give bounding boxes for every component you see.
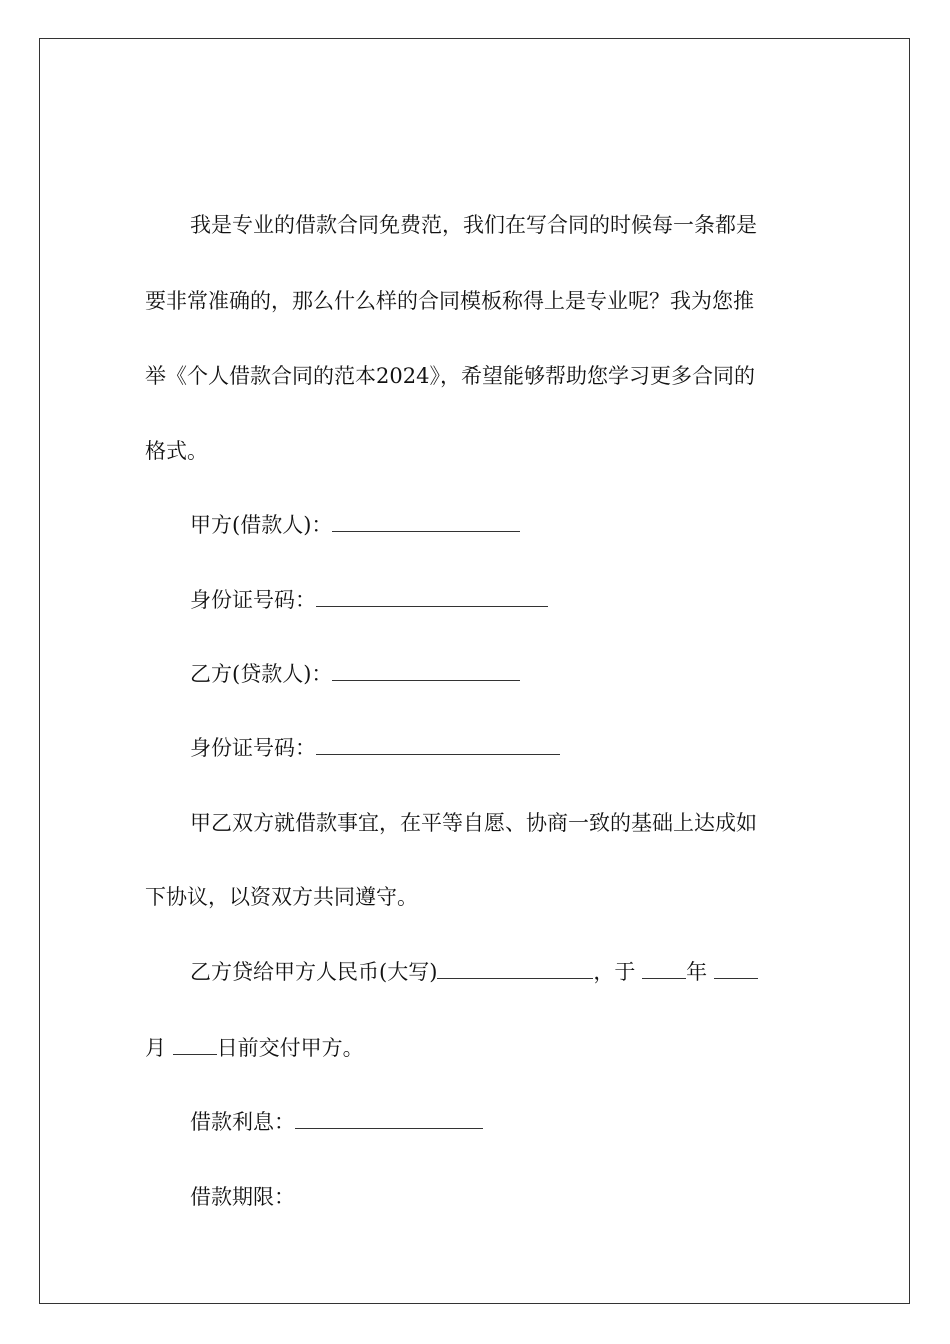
party-a-id-field [190,585,548,615]
party-a-id-label: 身份证号码： [190,588,316,612]
party-a-field [190,510,520,540]
intro-line-3: 举《个人借款合同的范本2024》，希望能够帮助您学习更多合同的 [145,364,755,388]
year-label: 年 [686,960,708,984]
loan-amount-line [190,957,758,987]
loan-amount-blank[interactable] [437,960,593,979]
year-blank[interactable] [642,960,686,979]
party-a-label: 甲方(借款人)： [190,513,333,537]
interest-field [190,1107,483,1137]
interest-blank[interactable] [295,1110,483,1129]
agreement-line-2: 下协议，以资双方共同遵守。 [145,885,418,909]
interest-label: 借款利息： [190,1110,295,1134]
party-b-label: 乙方(贷款人)： [190,662,333,686]
party-a-blank[interactable] [332,513,520,532]
delivery-text: 日前交付甲方。 [216,1036,364,1060]
loan-date-line [145,1033,364,1063]
month-label: 月 [145,1036,166,1060]
party-a-id-blank[interactable] [316,588,548,607]
loan-date-text: ，于 [593,960,636,984]
intro-line-4: 格式。 [145,439,208,463]
day-blank[interactable] [173,1036,217,1055]
intro-line-1: 我是专业的借款合同免费范，我们在写合同的时候每一条都是 [190,213,757,237]
agreement-line-1: 甲乙双方就借款事宜，在平等自愿、协商一致的基础上达成如 [190,811,757,835]
intro-line-2: 要非常准确的，那么什么样的合同模板称得上是专业呢？我为您推 [145,289,754,313]
term-label: 借款期限： [190,1185,295,1209]
party-b-id-blank[interactable] [316,736,560,755]
party-b-blank[interactable] [332,662,520,681]
party-b-id-label: 身份证号码： [190,736,316,760]
month-blank[interactable] [714,960,758,979]
loan-amount-label: 乙方贷给甲方人民币(大写) [190,960,438,984]
party-b-id-field [190,733,560,763]
party-b-field [190,659,520,689]
